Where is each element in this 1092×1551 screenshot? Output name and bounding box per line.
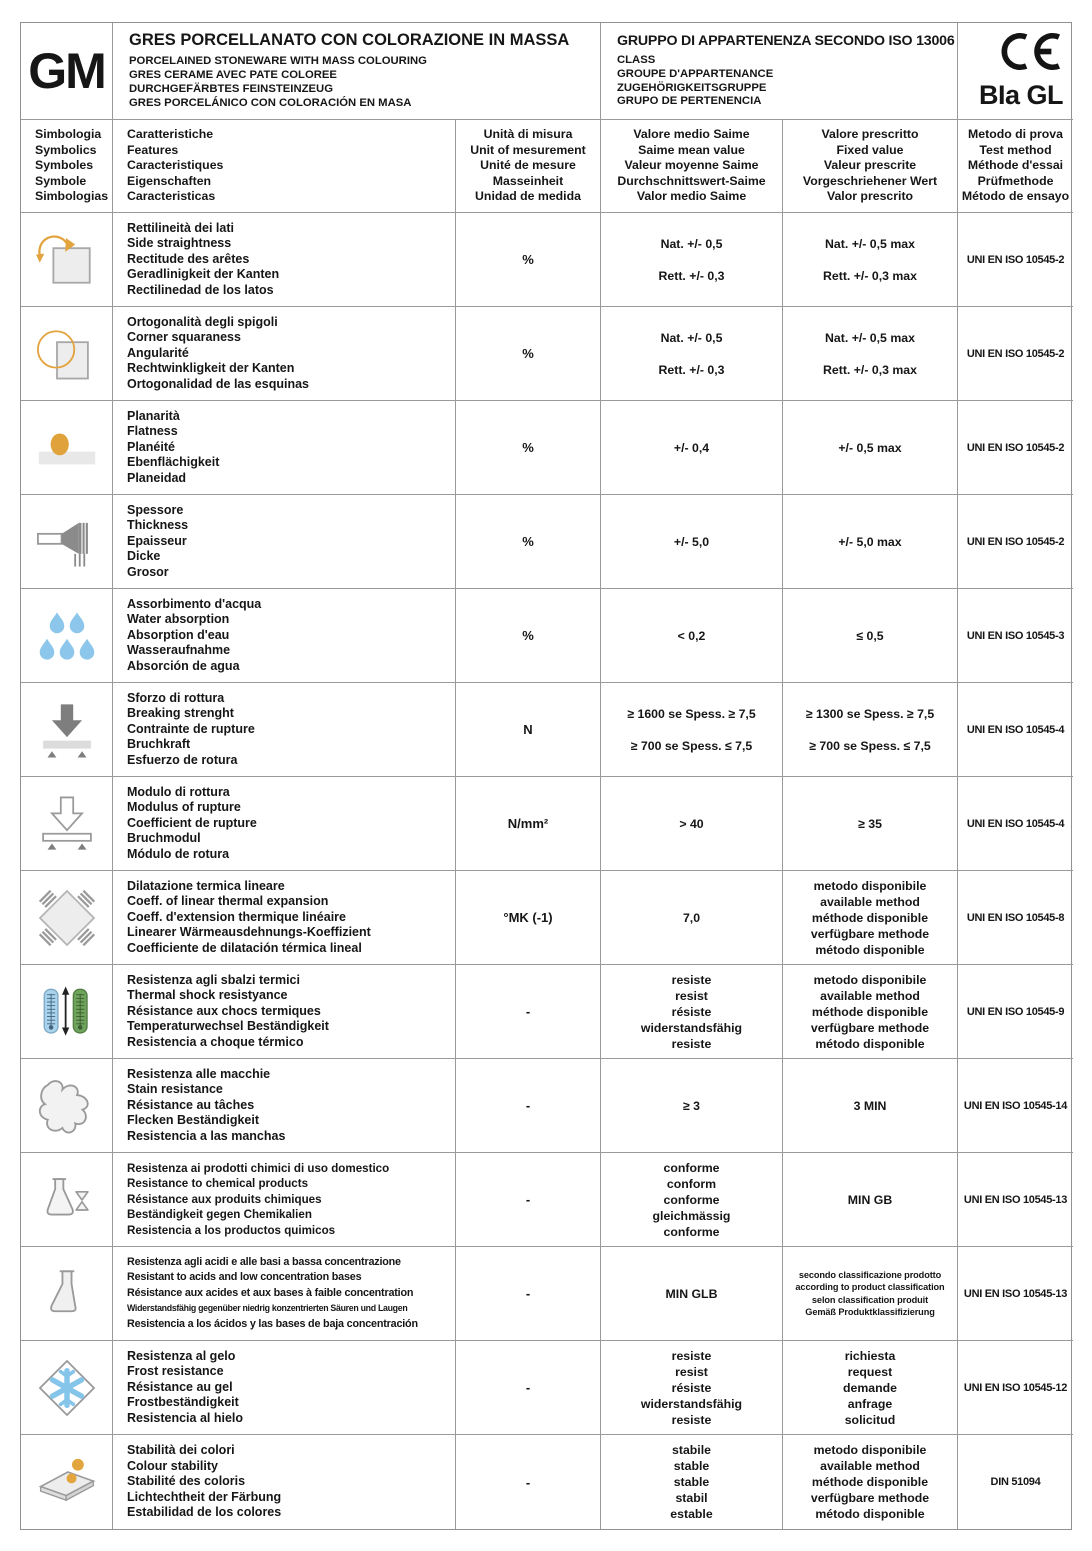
datasheet-table xyxy=(20,22,1072,1530)
test-method-cell: UNI EN ISO 10545-14 xyxy=(958,1059,1073,1153)
fixed-value-cell: MIN GB xyxy=(783,1153,958,1247)
thermal-shock-icon xyxy=(35,982,99,1042)
unit-cell: % xyxy=(456,307,601,401)
symbol-cell xyxy=(21,1341,113,1435)
acid-resistance-icon xyxy=(35,1264,99,1324)
symbol-cell xyxy=(21,495,113,589)
fixed-value-cell: metodo disponibile available method méthode disponible verfügbare methode método disponible xyxy=(783,1435,958,1529)
water-absorption-icon xyxy=(35,606,99,666)
ce-mark-icon xyxy=(997,32,1063,71)
unit-cell: % xyxy=(456,495,601,589)
col-header-method: Metodo di prova Test method Méthode d'essai Prüfmethode Método de ensayo xyxy=(958,120,1073,213)
table-row xyxy=(21,871,1071,965)
frost-resistance-icon xyxy=(35,1358,99,1418)
feature-cell: Stabilità dei colori Colour stability Stabilité des coloris Lichtechtheit der Färbung Estabilidad de los colores xyxy=(113,1435,456,1529)
unit-cell: N/mm² xyxy=(456,777,601,871)
symbol-cell xyxy=(21,1059,113,1153)
stain-icon xyxy=(35,1074,99,1138)
symbol-cell xyxy=(21,307,113,401)
mean-value-cell: stabile stable stable stabil estable xyxy=(601,1435,783,1529)
feature-cell: Sforzo di rottura Breaking strenght Contrainte de rupture Bruchkraft Esfuerzo de rotura xyxy=(113,683,456,777)
corner-squareness-icon xyxy=(35,324,99,384)
mean-value-cell: ≥ 1600 se Spess. ≥ 7,5 ≥ 700 se Spess. ≤ 7,5 xyxy=(601,683,783,777)
table-row xyxy=(21,495,1071,589)
unit-cell: - xyxy=(456,1435,601,1529)
col-header-unit: Unità di misura Unit of mesurement Unité de mesure Masseinheit Unidad de medida xyxy=(456,120,601,213)
feature-cell: Resistenza al gelo Frost resistance Résistance au gel Frostbeständigkeit Resistencia al hielo xyxy=(113,1341,456,1435)
symbol-cell xyxy=(21,1153,113,1247)
table-row xyxy=(21,777,1071,871)
fixed-value-cell: metodo disponibile available method méthode disponible verfügbare methode método disponible xyxy=(783,965,958,1059)
unit-cell: - xyxy=(456,1059,601,1153)
feature-cell: Assorbimento d'acqua Water absorption Absorption d'eau Wasseraufnahme Absorción de agua xyxy=(113,589,456,683)
mean-value-cell: 7,0 xyxy=(601,871,783,965)
test-method-cell: UNI EN ISO 10545-12 xyxy=(958,1341,1073,1435)
logo-cell xyxy=(21,23,113,120)
col-header-fixed: Valore prescritto Fixed value Valeur prescrite Vorgeschriehener Wert Valor prescrito xyxy=(783,120,958,213)
feature-cell: Resistenza agli sbalzi termici Thermal shock resistyance Résistance aux chocs termiques Temperaturwechsel Beständigkeit Resistencia a choque térmico xyxy=(113,965,456,1059)
chemical-products-icon xyxy=(35,1170,99,1230)
test-method-cell: DIN 51094 xyxy=(990,1476,1041,1488)
test-method-cell: UNI EN ISO 10545-13 xyxy=(958,1247,1073,1341)
table-row xyxy=(21,1247,1071,1341)
product-subtitles: PORCELAINED STONEWARE WITH MASS COLOURING GRES CERAME AVEC PATE COLOREE DURCHGEFÄRBTES FEINSTEINZEUG GRES PORCELÁNICO CON COLORACIÓN EN MASA xyxy=(129,55,427,109)
mean-value-cell: Nat. +/- 0,5 Rett. +/- 0,3 xyxy=(601,213,783,307)
table-row xyxy=(21,401,1071,495)
mean-value-cell: ≥ 3 xyxy=(601,1059,783,1153)
table-row xyxy=(21,213,1071,307)
mean-value-cell: +/- 5,0 xyxy=(601,495,783,589)
unit-cell: % xyxy=(456,589,601,683)
mean-value-cell: MIN GLB xyxy=(601,1247,783,1341)
flatness-icon xyxy=(35,418,99,478)
table-row xyxy=(21,1435,1071,1529)
test-method-cell: UNI EN ISO 10545-4 xyxy=(958,683,1073,777)
table-row xyxy=(21,683,1071,777)
certification-cell xyxy=(958,23,1073,120)
test-method-cell: UNI EN ISO 10545-8 xyxy=(958,871,1073,965)
colour-stability-icon xyxy=(35,1452,99,1512)
product-title: GRES PORCELLANATO CON COLORAZIONE IN MASSA xyxy=(129,31,570,50)
feature-cell: Spessore Thickness Epaisseur Dicke Grosor xyxy=(113,495,456,589)
test-method-cell: UNI EN ISO 10545-9 xyxy=(958,965,1073,1059)
table-row xyxy=(21,589,1071,683)
column-header-band xyxy=(21,120,1071,213)
table-row xyxy=(21,965,1071,1059)
feature-cell: Resistenza ai prodotti chimici di uso domestico Resistance to chemical products Résistance aux produits chimiques Beständigkeit gegen Chemikalien Resistencia a los productos quimicos xyxy=(113,1153,456,1247)
fixed-value-cell: secondo classificazione prodotto according to product classification selon classification produit Gemäß Produktklassifizierung xyxy=(783,1247,958,1341)
test-method-cell: UNI EN ISO 10545-2 xyxy=(958,307,1073,401)
class-group-cell xyxy=(601,23,958,120)
unit-cell: - xyxy=(456,1153,601,1247)
symbol-cell xyxy=(21,401,113,495)
breaking-strength-icon xyxy=(36,699,98,761)
fixed-value-cell: +/- 0,5 max xyxy=(783,401,958,495)
fixed-value-cell: richiesta request demande anfrage solicitud xyxy=(783,1341,958,1435)
rupture-modulus-icon xyxy=(36,793,98,855)
product-title-cell xyxy=(113,23,601,120)
fixed-value-cell: +/- 5,0 max xyxy=(783,495,958,589)
test-method-cell: UNI EN ISO 10545-3 xyxy=(958,589,1073,683)
class-group-subtitles: CLASS GROUPE D'APPARTENANCE ZUGEHÖRIGKEITSGRUPPE GRUPO DE PERTENENCIA xyxy=(617,53,774,108)
mean-value-cell: resiste resist résiste widerstandsfähig resiste xyxy=(601,1341,783,1435)
symbol-cell xyxy=(21,1435,113,1529)
test-method-cell: UNI EN ISO 10545-2 xyxy=(958,495,1073,589)
mean-value-cell: > 40 xyxy=(601,777,783,871)
mean-value-cell: resiste resist résiste widerstandsfähig resiste xyxy=(601,965,783,1059)
thickness-icon xyxy=(35,512,99,572)
symbol-cell xyxy=(21,777,113,871)
fixed-value-cell: Nat. +/- 0,5 max Rett. +/- 0,3 max xyxy=(783,213,958,307)
brand-logo: GM xyxy=(28,43,105,99)
unit-cell: °MK (-1) xyxy=(456,871,601,965)
test-method-cell: UNI EN ISO 10545-2 xyxy=(958,213,1073,307)
fixed-value-cell: 3 MIN xyxy=(783,1059,958,1153)
test-method-cell: UNI EN ISO 10545-2 xyxy=(958,401,1073,495)
fixed-value-cell: ≤ 0,5 xyxy=(783,589,958,683)
feature-cell: Modulo di rottura Modulus of rupture Coefficient de rupture Bruchmodul Módulo de rotura xyxy=(113,777,456,871)
mean-value-cell: conforme conform conforme gleichmässig conforme xyxy=(601,1153,783,1247)
feature-cell: Dilatazione termica lineare Coeff. of linear thermal expansion Coeff. d'extension thermique linéaire Linearer Wärmeausdehnungs-Koeffizient Coefficiente de dilatación térmica lineal xyxy=(113,871,456,965)
symbol-cell xyxy=(21,589,113,683)
col-header-feature: Caratteristiche Features Caracteristiques Eigenschaften Caracteristicas xyxy=(113,120,456,213)
unit-cell: - xyxy=(456,1341,601,1435)
col-header-mean: Valore medio Saime Saime mean value Valeur moyenne Saime Durchschnittswert-Saime Valor medio Saime xyxy=(601,120,783,213)
thermal-expansion-icon xyxy=(35,888,99,948)
table-row xyxy=(21,307,1071,401)
mean-value-cell: < 0,2 xyxy=(601,589,783,683)
symbol-cell xyxy=(21,871,113,965)
table-row xyxy=(21,1059,1071,1153)
mean-value-cell: Nat. +/- 0,5 Rett. +/- 0,3 xyxy=(601,307,783,401)
table-row xyxy=(21,1341,1071,1435)
feature-cell: Resistenza alle macchie Stain resistance Résistance au tâches Flecken Beständigkeit Resistencia a las manchas xyxy=(113,1059,456,1153)
symbol-cell xyxy=(21,965,113,1059)
feature-cell: Resistenza agli acidi e alle basi a bassa concentrazione Resistant to acids and low concentration bases Résistance aux acides et aux bases à faible concentration Widerstandsfähig gegenüber niedrig konzentrierten Säuren und Laugen Resistencia a los ácidos y las bases de baja concentración xyxy=(113,1247,456,1341)
symbol-cell xyxy=(21,1247,113,1341)
symbol-cell xyxy=(21,683,113,777)
class-code: BIa GL xyxy=(978,80,1063,110)
unit-cell: % xyxy=(456,401,601,495)
test-method-cell: UNI EN ISO 10545-13 xyxy=(958,1153,1073,1247)
side-straightness-icon xyxy=(35,230,99,290)
fixed-value-cell: ≥ 1300 se Spess. ≥ 7,5 ≥ 700 se Spess. ≤ 7,5 xyxy=(783,683,958,777)
feature-cell: Ortogonalità degli spigoli Corner squaraness Angularité Rechtwinkligkeit der Kanten Ortogonalidad de las esquinas xyxy=(113,307,456,401)
test-method-cell: UNI EN ISO 10545-4 xyxy=(958,777,1073,871)
fixed-value-cell: metodo disponibile available method méthode disponible verfügbare methode método disponible xyxy=(783,871,958,965)
class-group-title: GRUPPO DI APPARTENENZA SECONDO ISO 13006 xyxy=(617,32,955,49)
feature-cell: Rettilineità dei lati Side straightness Rectitude des arêtes Geradlinigkeit der Kanten Rectilinedad de los latos xyxy=(113,213,456,307)
header-band xyxy=(21,23,1071,120)
unit-cell: - xyxy=(456,1247,601,1341)
unit-cell: % xyxy=(456,213,601,307)
col-header-symbol: Simbologia Symbolics Symboles Symbole Simbologias xyxy=(21,120,113,213)
symbol-cell xyxy=(21,213,113,307)
fixed-value-cell: Nat. +/- 0,5 max Rett. +/- 0,3 max xyxy=(783,307,958,401)
mean-value-cell: +/- 0,4 xyxy=(601,401,783,495)
table-row xyxy=(21,1153,1071,1247)
feature-cell: Planarità Flatness Planéité Ebenflächigkeit Planeidad xyxy=(113,401,456,495)
fixed-value-cell: ≥ 35 xyxy=(783,777,958,871)
unit-cell: - xyxy=(456,965,601,1059)
unit-cell: N xyxy=(456,683,601,777)
